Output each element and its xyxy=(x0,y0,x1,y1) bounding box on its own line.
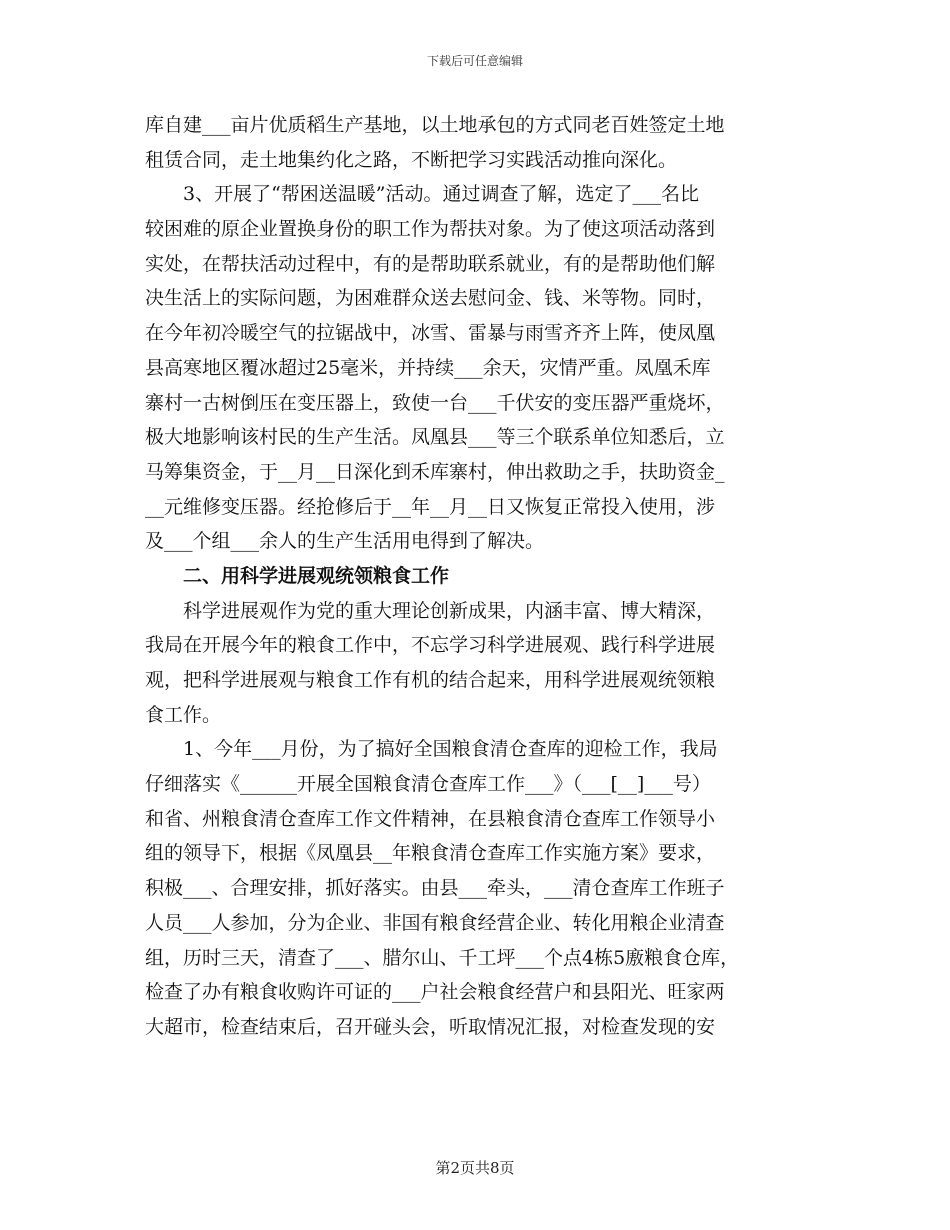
text-line: 观，把科学进展观与粮食工作有机的结合起来，用科学进展观统领粮 xyxy=(145,669,716,691)
text-line: 积极___、合理安排，抓好落实。由县___牵头，___清仓查库工作班子 xyxy=(145,877,725,900)
document-body xyxy=(145,108,825,1045)
text-line: __元维修变压器。经抢修后于__年__月__日又恢复正常投入使用，涉 xyxy=(145,495,716,518)
text-line: 寨村一古树倒压在变压器上，致使一台___千伏安的变压器严重烧坏， xyxy=(145,391,725,414)
text-line: 在今年初冷暖空气的拉锯战中，冰雪、雷暴与雨雪齐齐上阵，使凤凰 xyxy=(145,322,716,345)
text-line: 组，历时三天，清查了___、腊尔山、千工坪___个点4栋5廒粮食仓库， xyxy=(145,946,740,969)
page-header: 下载后可任意编辑 xyxy=(426,54,523,68)
text-line: 1、今年___月份，为了搞好全国粮食清仓查库的迎检工作，我局 xyxy=(145,738,718,761)
text-line: 检查了办有粮食收购许可证的___户社会粮食经营户和县阳光、旺家两 xyxy=(145,981,725,1004)
text-line: 3、开展了“帮困送温暖”活动。通过调查了解，选定了___名比 xyxy=(145,183,700,206)
text-line: 仔细落实《______开展全国粮食清仓查库工作___》（___[__]___号） xyxy=(145,773,711,796)
text-line: 租赁合同，走土地集约化之路，不断把学习实践活动推向深化。 xyxy=(145,148,678,171)
text-line: 极大地影响该村民的生产生活。凤凰县___等三个联系单位知悉后，立 xyxy=(145,426,725,449)
text-line: 实处，在帮扶活动过程中，有的是帮助联系就业，有的是帮助他们解 xyxy=(145,252,716,275)
text-line: 组的领导下，根据《凤凰县__年粮食清仓查库工作实施方案》要求， xyxy=(145,842,716,865)
text-line: 马筹集资金，于__月__日深化到禾库寨村，伸出救助之手，扶助资金_ xyxy=(145,460,725,483)
text-line: 及___个组___余人的生产生活用电得到了解决。 xyxy=(145,530,545,553)
section-heading: 二、用科学进展观统领粮食工作 xyxy=(145,564,450,587)
text-line: 和省、州粮食清仓查库工作文件精神，在县粮食清仓查库工作领导小 xyxy=(145,807,716,830)
text-line: 县高寒地区覆冰超过25毫米，并持续___余天，灾情严重。凤凰禾库 xyxy=(145,356,711,379)
text-line: 科学进展观作为党的重大理论创新成果，内涵丰富、博大精深， xyxy=(145,599,716,622)
text-line: 决生活上的实际问题，为困难群众送去慰问金、钱、米等物。同时， xyxy=(145,287,716,310)
text-line: 大超市，检查结束后，召开碰头会，听取情况汇报，对检查发现的安 xyxy=(145,1015,716,1038)
text-line: 较困难的原企业置换身份的职工作为帮扶对象。为了使这项活动落到 xyxy=(145,218,716,241)
text-line: 食工作。 xyxy=(145,703,222,726)
text-line: 库自建___亩片优质稻生产基地，以土地承包的方式同老百姓签定土地 xyxy=(145,114,725,136)
page-footer: 第2页共8页 xyxy=(435,1159,515,1177)
text-line: 人员___人参加，分为企业、非国有粮食经营企业、转化用粮企业清查 xyxy=(145,911,725,934)
text-line: 我局在开展今年的粮食工作中，不忘学习科学进展观、践行科学进展 xyxy=(145,634,716,657)
